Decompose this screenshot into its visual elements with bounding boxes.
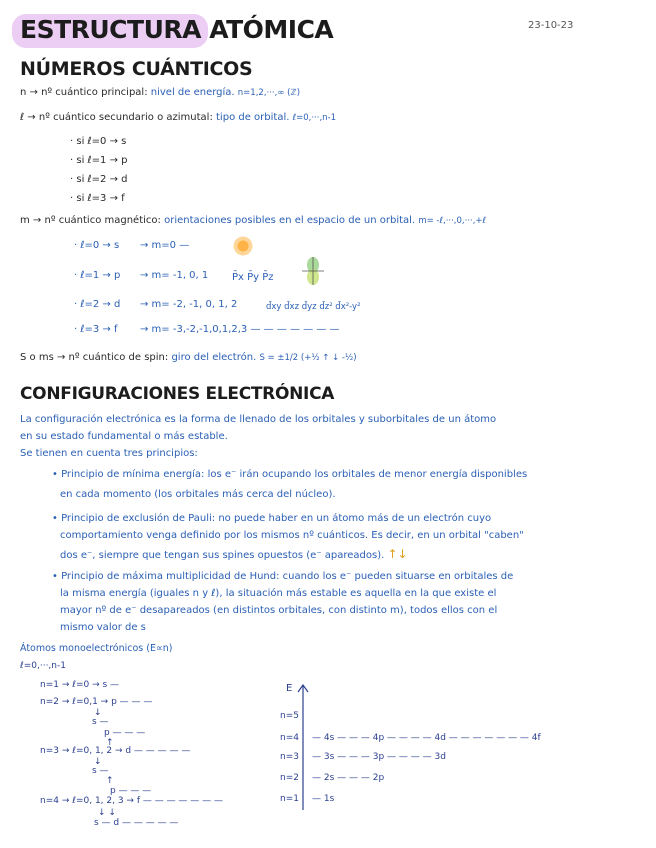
mono-line: p — — — <box>104 728 146 738</box>
m-item-left: · ℓ=1 → p <box>74 270 121 281</box>
page-title: ESTRUCTURA ATÓMICA <box>20 15 334 44</box>
mono-l-range: ℓ=0,···,n-1 <box>20 661 66 671</box>
m-line <box>20 215 486 226</box>
m-item-right: → m= -3,-2,-1,0,1,2,3 — — — — — — — <box>140 324 340 335</box>
level-label: n=3 <box>280 752 299 762</box>
paired-spin-icon: ↑↓ <box>387 547 408 561</box>
principle-3-cont: la misma energía (iguales n y ℓ), la situación más estable es aquella en la que existe el <box>60 588 497 599</box>
m-prefix: m → nº cuántico magnético: <box>20 215 161 226</box>
config-intro: La configuración electrónica es la forma de llenado de los orbitales y suborbitales de un átomo <box>20 414 497 425</box>
principle-1: • Principio de mínima energía: los e⁻ irán ocupando los orbitales de menor energía disponibles <box>52 469 528 480</box>
level-content: — 2s — — — 2p <box>312 773 385 783</box>
mono-title: Átomos monoelectrónicos (E∝n) <box>20 643 173 654</box>
date: 23-10-23 <box>528 20 574 31</box>
l-item: · si ℓ=0 → s <box>70 136 127 147</box>
principle-2: • Principio de exclusión de Pauli: no puede haber en un átomo más de un electrón cuyo <box>52 513 492 524</box>
section-heading-config: CONFIGURACIONES ELECTRÓNICA <box>20 384 335 404</box>
mono-line: n=1 → ℓ=0 → s — <box>40 680 120 690</box>
principle-2-cont: comportamiento venga definido por los mismos nº cuánticos. Es decir, en un orbital "caben" <box>60 530 524 541</box>
principle-3: • Principio de máxima multiplicidad de Hund: cuando los e⁻ pueden situarse en orbitales de <box>52 571 514 582</box>
principle-2-text: dos e⁻, siempre que tengan sus spines opuestos (e⁻ apareados). <box>60 550 385 561</box>
level-content: — 4s — — — 4p — — — — 4d — — — — — — — 4f <box>312 733 541 743</box>
level-content: — 1s <box>312 794 335 804</box>
mono-line: n=4 → ℓ=0, 1, 2, 3 → f — — — — — — — <box>40 796 224 806</box>
config-intro: en su estado fundamental o más estable. <box>20 431 228 442</box>
l-item: · si ℓ=1 → p <box>70 155 128 166</box>
n-prefix: n → nº cuántico principal: <box>20 87 148 98</box>
config-intro: Se tienen en cuenta tres principios: <box>20 448 198 459</box>
mono-line: ↓ <box>94 757 102 767</box>
m-values: m= -ℓ,···,0,···,+ℓ <box>418 216 487 226</box>
energy-axis-label: E <box>286 683 293 694</box>
section-heading-cuanticos: NÚMEROS CUÁNTICOS <box>20 58 253 80</box>
principle-1-cont: en cada momento (los orbitales más cerca del núcleo). <box>60 489 336 500</box>
s-values: S = ±1/2 (+½ ↑ ↓ -½) <box>259 353 357 363</box>
mono-line: s — <box>92 717 109 727</box>
mono-line: s — d — — — — — <box>94 818 179 828</box>
m-item-right: → m= -1, 0, 1 <box>140 270 209 281</box>
mono-line: p — — — <box>110 786 152 796</box>
principle-3-cont: mayor nº de e⁻ desapareados (en distintos orbitales, con distinto m), todos ellos con el <box>60 605 498 616</box>
level-label: n=4 <box>280 733 299 743</box>
p-orbital-icon <box>300 256 326 286</box>
mono-line: ↓ ↓ <box>98 808 116 818</box>
l-values: ℓ=0,···,n-1 <box>292 113 337 123</box>
level-content: — 3s — — — 3p — — — — 3d <box>312 752 446 762</box>
m-item-right: → m= -2, -1, 0, 1, 2 <box>140 299 238 310</box>
mono-line: ↑ <box>106 738 114 748</box>
l-item: · si ℓ=2 → d <box>70 174 128 185</box>
n-line <box>20 87 300 98</box>
m-item-left: · ℓ=2 → d <box>74 299 121 310</box>
m-text: orientaciones posibles en el espacio de un orbital. <box>164 215 416 226</box>
l-item: · si ℓ=3 → f <box>70 193 125 204</box>
s-prefix: S o ms → nº cuántico de spin: <box>20 352 169 363</box>
level-label: n=1 <box>280 794 299 804</box>
p-orbitals: P̄x P̄y P̄z <box>232 272 274 283</box>
l-line <box>20 112 336 123</box>
s-text: giro del electrón. <box>171 352 257 363</box>
mono-line: ↓ <box>94 708 102 718</box>
n-values: n=1,2,···,∞ (ℤ) <box>237 88 301 98</box>
mono-line: ↑ <box>106 776 114 786</box>
l-text: tipo de orbital. <box>216 112 290 123</box>
level-label: n=2 <box>280 773 299 783</box>
principle-2-cont <box>60 547 408 561</box>
principle-3-cont: mismo valor de s <box>60 622 146 633</box>
level-label: n=5 <box>280 711 299 721</box>
n-text: nivel de energía. <box>150 87 235 98</box>
mono-line: s — <box>92 766 109 776</box>
mono-line: n=3 → ℓ=0, 1, 2 → d — — — — — <box>40 746 191 756</box>
l-prefix: ℓ → nº cuántico secundario o azimutal: <box>20 112 213 123</box>
d-orbitals: d̄xy d̄xz d̄yz d̄z² d̄x²-y² <box>266 302 361 312</box>
s-line <box>20 352 357 363</box>
m-item-left: · ℓ=3 → f <box>74 324 118 335</box>
energy-axis <box>296 682 310 812</box>
m-item-right: → m=0 — <box>140 240 190 251</box>
s-orbital-icon <box>232 235 254 257</box>
m-item-left: · ℓ=0 → s <box>74 240 120 251</box>
mono-line: n=2 → ℓ=0,1 → p — — — <box>40 697 153 707</box>
